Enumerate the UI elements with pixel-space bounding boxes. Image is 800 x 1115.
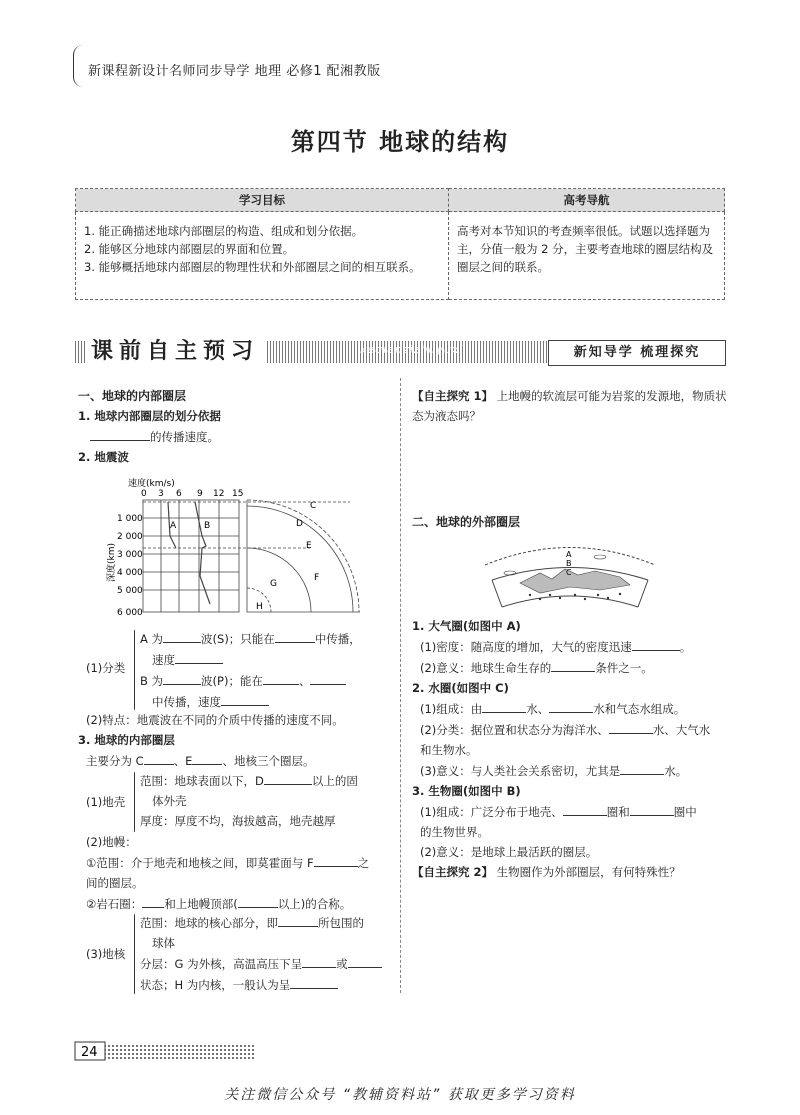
fill-blank <box>290 974 338 989</box>
text: (2)地幔： <box>86 835 137 849</box>
fill-blank <box>302 953 336 968</box>
text: 圈中 <box>673 805 697 819</box>
text: 球体 <box>152 936 175 950</box>
speed-tick: 9 <box>197 489 203 499</box>
diagram-label: B <box>566 559 572 568</box>
text: 、地核三个圈层。 <box>222 754 315 768</box>
text: (2)特点：地震波在不同的介质中传播的速度不同。 <box>86 713 344 727</box>
fill-blank <box>632 636 680 651</box>
diagram-label: B <box>204 521 211 531</box>
speed-tick: 0 <box>141 489 147 499</box>
speed-ticks <box>141 489 243 499</box>
diagram-label: C <box>310 501 317 511</box>
page-title: 第四节 地球的结构 <box>290 127 510 156</box>
text: (3)意义：与人类社会关系密切，尤其是 <box>420 764 621 778</box>
diagram-label: A <box>566 550 572 559</box>
header-decoration <box>73 45 84 87</box>
text: 所包围的 <box>318 916 364 930</box>
banner-title: 课前自主预习 <box>85 334 265 365</box>
goals-header: 学习目标 <box>76 189 449 212</box>
text: 波(P)；能在 <box>201 674 263 688</box>
depth-tick: 5 000 <box>117 586 143 596</box>
text: 水、大气水 <box>652 723 711 737</box>
book-header: 新课程新设计名师同步导学 地理 必修1 配湘教版 <box>88 64 381 79</box>
subsection-heading: 1. 地球内部圈层的划分依据 <box>78 409 221 423</box>
inquiry-text: 上地幔的软流层可能为岩浆的发源地，物质状态为液态吗？ <box>412 389 727 423</box>
subsection-heading: 2. 水圈(如图中 C) <box>412 681 509 695</box>
footer-note: 关注微信公众号 “教辅资料站” 获取更多学习资料 <box>224 1087 576 1103</box>
text: (2)意义：地球生命生存的 <box>420 661 552 675</box>
diagram-label: D <box>296 519 303 529</box>
subsection-heading: 2. 地震波 <box>78 450 129 464</box>
text: 圈和 <box>606 805 630 819</box>
fill-blank <box>278 912 318 927</box>
mantle-section <box>78 832 398 914</box>
text: 主要分为 C <box>86 754 144 768</box>
seismic-wave-diagram <box>107 476 370 626</box>
inquiry-text: 生物圈作为外部圈层，有何特殊性？ <box>496 865 681 879</box>
crust-label: (1)地壳 <box>86 795 126 809</box>
speed-tick: 3 <box>158 489 164 499</box>
text: 和上地幔顶部( <box>164 897 238 911</box>
text: 。 <box>679 640 692 654</box>
section-heading: 二、地球的外部圈层 <box>412 515 521 529</box>
fill-blank <box>142 893 164 908</box>
text: (1)密度：随高度的增加，大气的密度迅速 <box>420 640 632 654</box>
text: (2)分类：据位置和状态分为海洋水、 <box>420 723 609 737</box>
depth-tick: 6 000 <box>117 608 143 618</box>
wave-classification <box>140 628 395 712</box>
subsection-heading: 3. 生物圈(如图中 B) <box>412 784 521 798</box>
outer-spheres-diagram <box>480 535 660 610</box>
diagram-label: E <box>306 541 312 551</box>
text: 的传播速度。 <box>150 430 219 444</box>
depth-tick: 4 000 <box>117 568 143 578</box>
text: (1)组成：由 <box>420 702 483 716</box>
depth-tick: 2 000 <box>117 532 143 542</box>
text: 范围：地球的核心部分，即 <box>140 916 278 930</box>
fill-blank <box>175 649 223 664</box>
fill-blank <box>620 760 664 775</box>
text: 波(S)；只能在 <box>201 632 275 646</box>
fill-blank <box>192 750 222 765</box>
fill-blank <box>144 750 174 765</box>
text: 之 <box>357 856 370 870</box>
text: 、E <box>173 754 193 768</box>
speed-axis-label: 速度(km/s) <box>128 479 175 489</box>
depth-ticks <box>117 514 143 618</box>
diagram-label: G <box>270 579 277 589</box>
goal-item: 2. 能够区分地球内部圈层的界面和位置。 <box>84 242 295 256</box>
banner-right-label: 新知导学 梳理探究 <box>548 340 726 366</box>
fill-blank <box>275 628 315 643</box>
fill-blank <box>314 852 358 867</box>
goals-table <box>75 188 725 300</box>
left-column-lower <box>78 710 398 771</box>
diagram-label: H <box>256 602 263 612</box>
text: A 为 <box>140 632 164 646</box>
exam-guide-text: 高考对本节知识的考查频率很低。试题以选择题为主，分值一般为 2 分，主要考查地球的圈层结构及圈层之间的联系。 <box>449 212 725 300</box>
subsection-heading: 1. 大气圈(如图中 A) <box>412 619 521 633</box>
fill-blank <box>551 657 595 672</box>
text: B 为 <box>140 674 164 688</box>
core-details <box>140 912 398 995</box>
text: 分层：G 为外核，高温高压下呈 <box>140 957 303 971</box>
text: 以上的固 <box>311 774 358 788</box>
text: 厚度：厚度不均，海拔越高，地壳越厚 <box>140 814 336 828</box>
text: 速度 <box>152 653 175 667</box>
depth-tick: 3 000 <box>117 550 143 560</box>
text: 水。 <box>664 764 688 778</box>
brace <box>134 772 135 832</box>
goal-item: 1. 能正确描述地球内部圈层的构造、组成和划分依据。 <box>84 224 364 238</box>
text: 状态；H 为内核，一般认为呈 <box>140 978 291 992</box>
text: 条件之一。 <box>595 661 653 675</box>
fill-blank <box>221 691 269 706</box>
goal-item: 3. 能够概括地球内部圈层的物理性状和外部圈层之间的相互联系。 <box>84 260 421 274</box>
right-column-top <box>412 386 728 426</box>
goals-list <box>76 212 449 300</box>
speed-tick: 12 <box>213 489 225 499</box>
diagram-label: A <box>170 521 177 531</box>
text: 水和气态水组成。 <box>593 702 686 716</box>
text: (1)组成：广泛分布于地壳、 <box>420 805 563 819</box>
text: 体外壳 <box>152 794 187 808</box>
text: 范围：地球表面以下，D <box>140 774 264 788</box>
inquiry-label: 【自主探究 2】 <box>412 865 494 879</box>
brace <box>134 630 135 710</box>
left-column <box>78 386 393 467</box>
text: 中传播，速度 <box>152 695 221 709</box>
text: 中传播， <box>314 632 361 646</box>
exam-guide-header: 高考导航 <box>449 189 725 212</box>
crust-details <box>140 770 398 831</box>
text: 、 <box>298 674 311 688</box>
fill-blank <box>563 801 607 816</box>
fill-blank <box>609 719 653 734</box>
text: ②岩石圈： <box>86 897 143 911</box>
depth-tick: 1 000 <box>117 514 143 524</box>
text: 的生物世界。 <box>420 825 489 839</box>
text: 或 <box>336 957 348 971</box>
fill-blank <box>264 770 312 785</box>
text: ①范围：介于地壳和地核之间，即莫霍面与 F <box>86 856 314 870</box>
inquiry-label: 【自主探究 1】 <box>412 389 494 403</box>
right-column-body <box>412 616 728 882</box>
diagram-label: F <box>314 573 320 583</box>
fill-blank <box>163 670 201 685</box>
fill-blank <box>549 698 593 713</box>
speed-tick: 15 <box>232 489 244 499</box>
classify-label: (1)分类 <box>86 661 126 675</box>
banner-pinyin: keqianzizhuyuxi <box>360 343 464 356</box>
speed-tick: 6 <box>176 489 182 499</box>
fill-blank <box>310 670 346 685</box>
text: 和生物水。 <box>420 743 478 757</box>
fill-blank <box>630 801 674 816</box>
section-heading: 一、地球的内部圈层 <box>78 389 187 403</box>
text: 以上)的合称。 <box>277 897 352 911</box>
fill-blank <box>482 698 526 713</box>
fill-blank <box>238 893 278 908</box>
text: (2)意义：是地球上最活跃的圈层。 <box>420 845 598 859</box>
core-label: (3)地核 <box>86 947 126 961</box>
depth-axis-label: 深度(km) <box>107 542 117 582</box>
fill-blank <box>263 670 299 685</box>
fill-blank <box>163 628 201 643</box>
fill-blank <box>348 953 382 968</box>
subsection-heading: 3. 地球的内部圈层 <box>78 733 175 747</box>
fill-blank <box>90 426 150 441</box>
text: 间的圈层。 <box>86 876 144 890</box>
text: 水、 <box>526 702 550 716</box>
diagram-label: C <box>566 568 572 577</box>
column-divider <box>400 378 401 993</box>
page-number-bar <box>75 1040 255 1062</box>
brace <box>134 914 135 994</box>
page-number: 24 <box>81 1045 98 1060</box>
